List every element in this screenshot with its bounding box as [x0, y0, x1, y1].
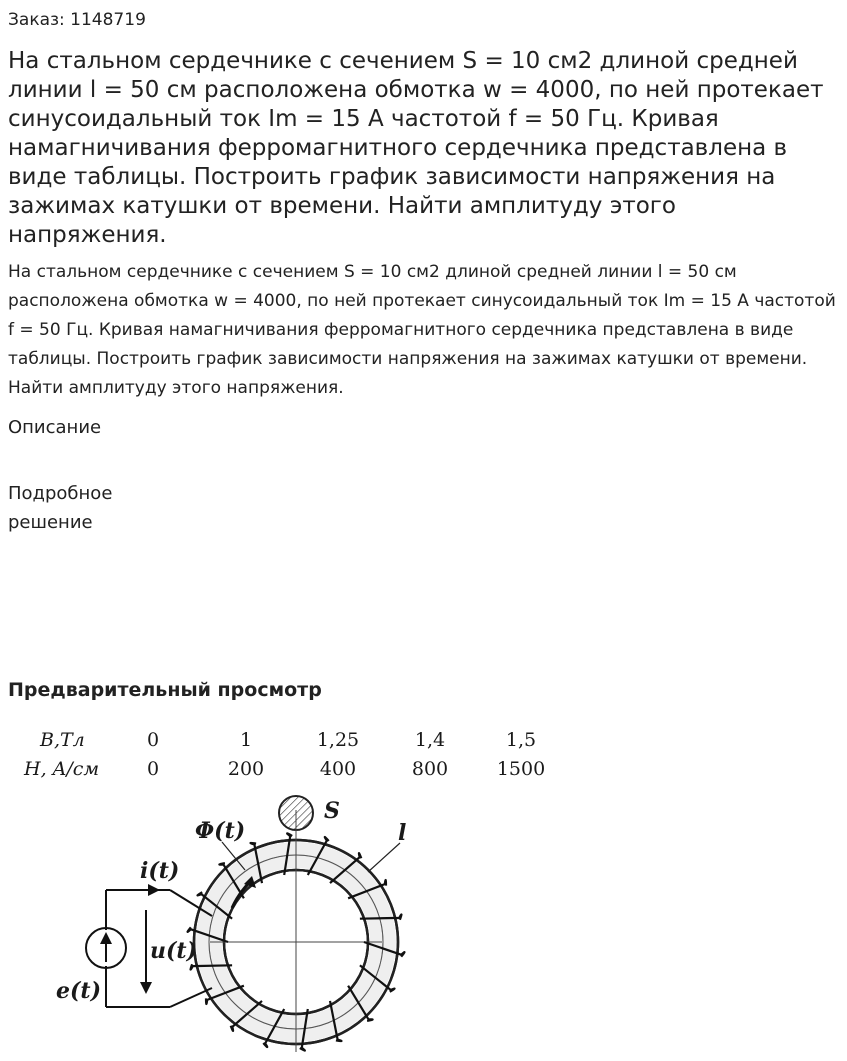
order-number: Заказ: 1148719 [8, 10, 146, 30]
row-h-cell: 0 [146, 758, 160, 780]
preview-image [0, 720, 560, 1057]
row-h-cell: 1500 [496, 758, 546, 780]
label-voltage: u(t) [150, 938, 197, 964]
row-h-label: H, A/см [24, 758, 100, 780]
row-b-cell: 1,4 [414, 729, 446, 751]
label-length: l [398, 820, 407, 846]
label-current: i(t) [140, 858, 180, 884]
row-b-cell: 1,25 [316, 729, 360, 751]
label-flux: Φ(t) [195, 818, 246, 844]
bh-table [23, 729, 545, 780]
row-b-cell: 0 [146, 729, 160, 751]
preview-heading: Предварительный просмотр [8, 679, 322, 701]
label-emf: e(t) [56, 978, 101, 1004]
row-h-cell: 400 [319, 758, 357, 780]
row-h-cell: 200 [227, 758, 265, 780]
description-tab[interactable]: Описание [8, 417, 102, 438]
row-h-cell: 800 [411, 758, 449, 780]
row-b-label: B,Тл [40, 729, 85, 751]
task-title: На стальном сердечнике с сечением S = 10 см2 длиной средней линии l = 50 см расположена обмотка w = 4000, по ней протекает синусоидальный ток Im = 15 А частотой f = 50 Гц. Кривая намагничивания ферромагнитного сердечника представлена в виде таблицы. Построить график зависимости напряжения на зажимах катушки от времени. Найти амплитуду этого напряжения. [8, 48, 824, 248]
row-b-cell: 1,5 [505, 729, 537, 751]
task-body: На стальном сердечнике с сечением S = 10 см2 длиной средней линии l = 50 см расположена обмотка w = 4000, по ней протекает синусоидальный ток Im = 15 А частотой f = 50 Гц. Кривая намагничивания ферромагнитного сердечника представлена в виде таблицы. Построить график зависимости напряжения на зажимах катушки от времени. Найти амплитуду этого напряжения. [8, 262, 836, 398]
label-section: S [324, 798, 340, 824]
solution-tab[interactable]: Подробное решение [8, 483, 113, 533]
row-b-cell: 1 [239, 729, 253, 751]
preview-svg [0, 720, 560, 1057]
